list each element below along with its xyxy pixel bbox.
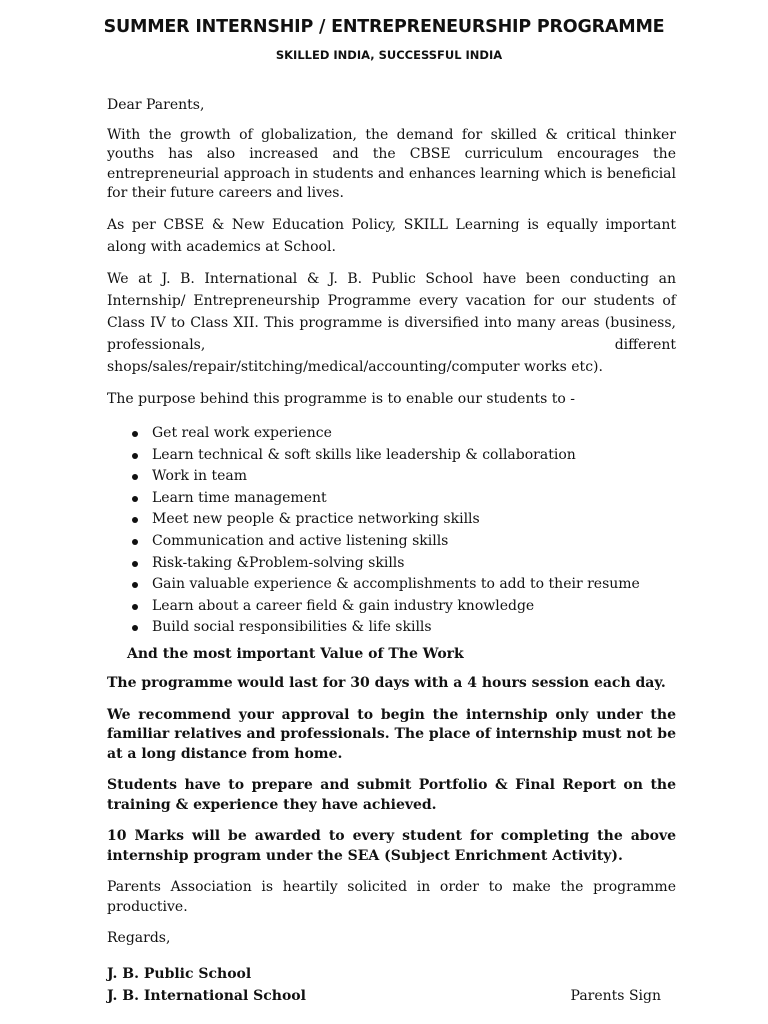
purpose-list [107, 423, 676, 639]
list-item: Work in team [107, 466, 676, 488]
signature-school-2: J. B. International School [107, 987, 306, 1004]
paragraph-recommendation: We recommend your approval to begin the internship only under the familiar relatives and professionals. The place of internship must not be at a long distance from home. [107, 706, 676, 762]
signature-row-2 [107, 985, 676, 1007]
paragraph-purpose: The purpose behind this programme is to enable our students to - [107, 390, 575, 407]
list-item: Get real work experience [107, 423, 676, 445]
paragraph-marks: 10 Marks will be awarded to every student for completing the above internship program under the SEA (Subject Enrichment Activity). [107, 828, 676, 864]
paragraph-globalization: With the growth of globalization, the demand for skilled & critical thinker youths has also increased and the CBSE curriculum encourages the entrepreneurial approach in students and enhances learning which is beneficial for their future careers and lives. [107, 126, 676, 201]
list-item: Risk-taking &Problem-solving skills [107, 553, 676, 575]
page-subtitle: SKILLED INDIA, SUCCESSFUL INDIA [275, 48, 503, 62]
greeting: Dear Parents, [107, 97, 205, 113]
paragraph-parents-association: Parents Association is heartily solicited in order to make the programme productive. [107, 879, 676, 915]
list-item: Learn technical & soft skills like leadership & collaboration [107, 445, 676, 467]
paragraph-programme-intro: We at J. B. International & J. B. Public School have been conducting an Internship/ Entrepreneurship Programme every vacation for our students of Class IV to Class XII. This programme is diversified into many areas (business, professionals, different shops/sales/repair/stitching/medical/accounting/computer works etc). [107, 270, 676, 375]
list-item: Meet new people & practice networking skills [107, 509, 676, 531]
paragraph-duration: The programme would last for 30 days with a 4 hours session each day. [107, 675, 666, 692]
paragraph-portfolio: Students have to prepare and submit Portfolio & Final Report on the training & experience they have achieved. [107, 777, 676, 813]
parents-sign-label: Parents Sign [570, 987, 661, 1004]
list-item: Build social responsibilities & life skills [107, 617, 676, 639]
paragraph-cbse-policy: As per CBSE & New Education Policy, SKILL Learning is equally important along with academics at School. [107, 216, 676, 255]
page-title: SUMMER INTERNSHIP / ENTREPRENEURSHIP PROGRAMME [103, 17, 665, 37]
list-item: Gain valuable experience & accomplishments to add to their resume [107, 574, 676, 596]
letter-body [107, 96, 676, 1007]
value-line: And the most important Value of The Work [127, 645, 464, 662]
signature-school-1: J. B. Public School [107, 965, 252, 982]
signature-row-1 [107, 963, 676, 985]
list-item: Learn about a career field & gain industry knowledge [107, 596, 676, 618]
list-item: Learn time management [107, 488, 676, 510]
list-item: Communication and active listening skills [107, 531, 676, 553]
regards: Regards, [107, 930, 171, 947]
